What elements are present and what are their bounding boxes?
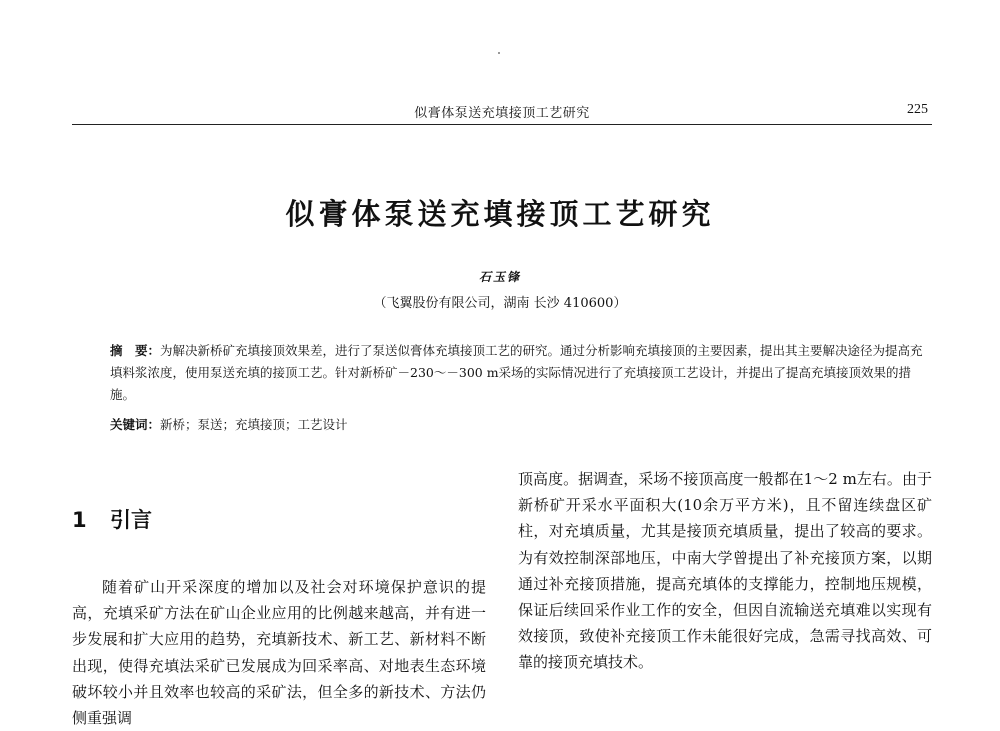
author-name: 石玉锋 — [478, 270, 521, 284]
keywords-label: 关键词： — [110, 417, 161, 432]
body-right-column: 顶高度。据调查，采场不接顶高度一般都在1～2 m左右。由于新桥矿开采水平面积大(10余万平方米)，且不留连续盘区矿柱，对充填质量，尤其是接顶充填质量，提出了较高的要求。为有效控制深部地压，中南大学曾提出了补充接顶方案，以期通过补充接顶措施，提高充填体的支撑能力，控制地压规模，保证后续回采作业工作的安全，但因自流输送充填难以实现有效接顶，致使补充接顶工作未能很好完成，急需寻找高效、可靠的接顶充填技术。 — [518, 470, 932, 672]
running-title: 似膏体泵送充填接顶工艺研究 — [414, 106, 590, 121]
author-affiliation: （飞翼股份有限公司，湖南 长沙 410600） — [373, 296, 627, 311]
keywords-text: 新桥；泵送；充填接顶；工艺设计 — [160, 417, 348, 432]
keywords — [110, 414, 930, 436]
running-header — [72, 100, 932, 125]
body-left-column: 随着矿山开采深度的增加以及社会对环境保护意识的提高，充填采矿方法在矿山企业应用的比例越来越高，并有进一步发展和扩大应用的趋势，充填新技术、新工艺、新材料不断出现，使得充填法采矿已发展成为回采率高、对地表生态环境破坏较小并且效率也较高的采矿法，但全多的新技术、方法仍侧重强调 — [72, 578, 486, 728]
section-number: 1 — [72, 508, 87, 532]
abstract-text: 为解决新桥矿充填接顶效果差，进行了泵送似膏体充填接顶工艺的研究。通过分析影响充填接顶的主要因素，提出其主要解决途径为提高充填料浆浓度，使用泵送充填的接顶工艺。针对新桥矿－230～－300 m采场的实际情况进行了充填接顶工艺设计，并提出了提高充填接顶效果的措施。 — [110, 343, 923, 402]
section-heading — [72, 504, 152, 534]
paper-title: 似膏体泵送充填接顶工艺研究 — [285, 197, 715, 231]
section-title: 引言 — [110, 508, 152, 532]
abstract — [110, 340, 930, 406]
abstract-label: 摘 要： — [110, 343, 161, 358]
page-number: 225 — [907, 102, 928, 117]
scan-speck — [498, 52, 500, 54]
